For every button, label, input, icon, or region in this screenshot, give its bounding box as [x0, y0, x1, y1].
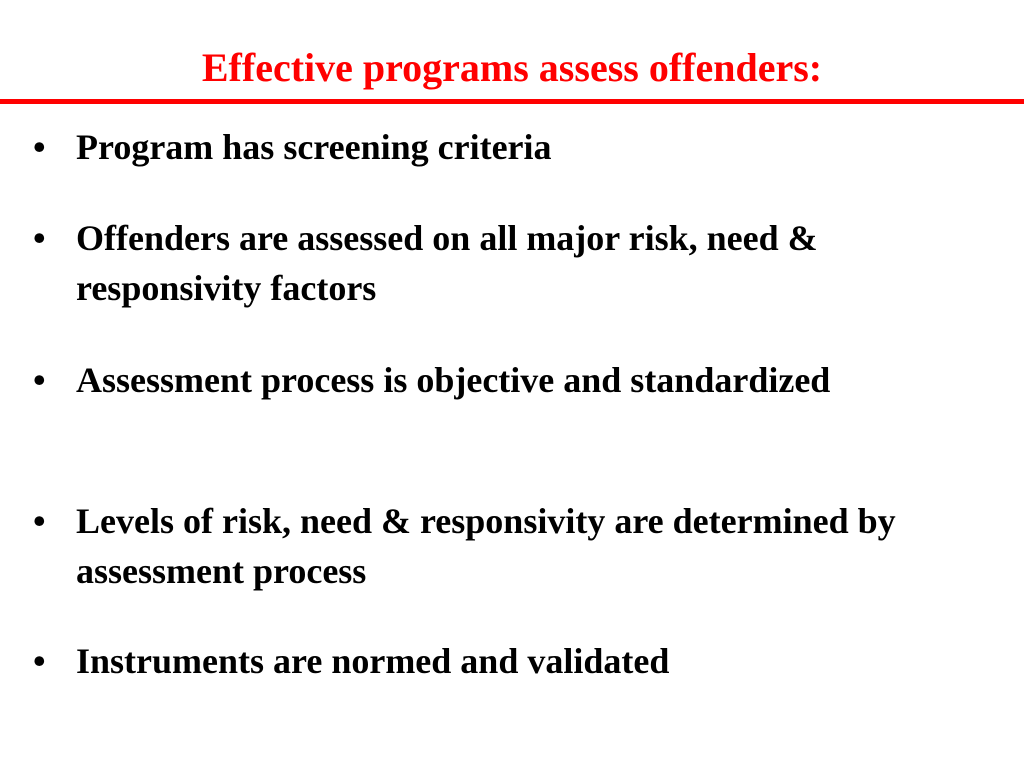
slide-title: Effective programs assess offenders:: [201, 45, 823, 90]
bullet-text: Levels of risk, need & responsivity are determined by assessment process: [76, 501, 896, 591]
bullet-text: Offenders are assessed on all major risk, need & responsivity factors: [76, 218, 818, 308]
bullet-icon: •: [33, 501, 46, 541]
bullet-text: Program has screening criteria: [76, 127, 552, 167]
bullet-text: Assessment process is objective and standardized: [76, 360, 831, 400]
bullet-icon: •: [33, 218, 46, 258]
bullet-icon: •: [33, 127, 46, 167]
title-divider: [0, 99, 1024, 104]
bullet-icon: •: [33, 360, 46, 400]
bullet-text: Instruments are normed and validated: [76, 641, 670, 681]
bullet-icon: •: [33, 641, 46, 681]
